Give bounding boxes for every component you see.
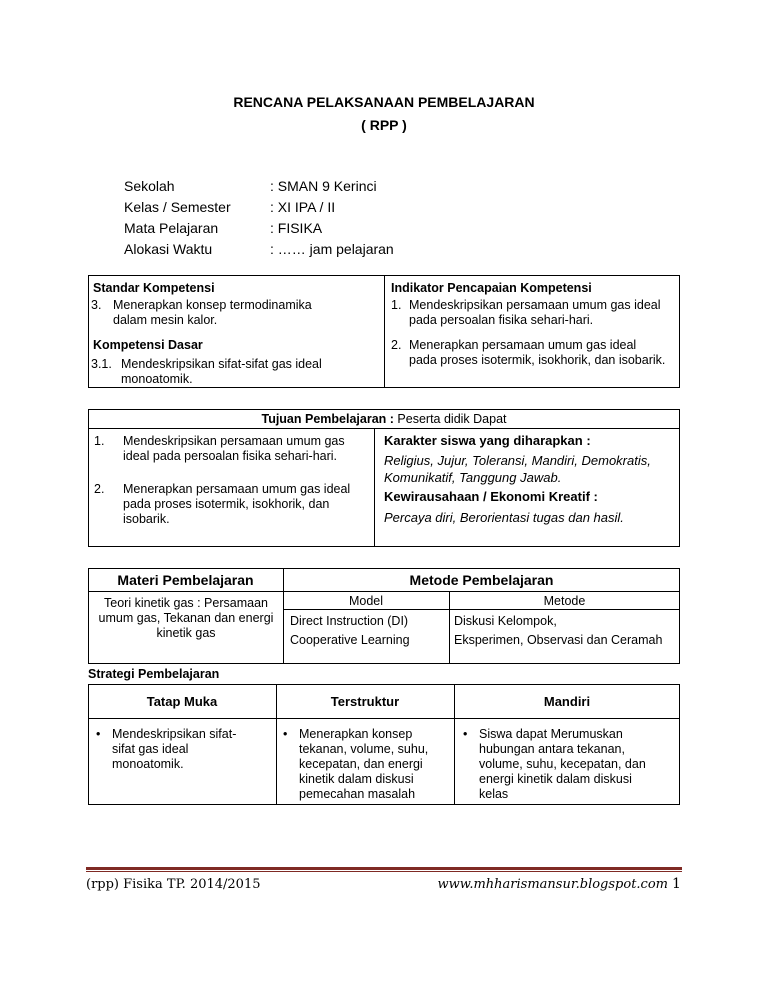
tujuan-item-2 xyxy=(94,482,370,527)
strategi-header-tatap-muka: Tatap Muka xyxy=(146,694,218,709)
materi-header: Materi Pembelajaran xyxy=(117,572,254,588)
ipk-item-2 xyxy=(391,338,676,368)
tujuan-header xyxy=(88,412,680,427)
strategi-cell-mandiri xyxy=(463,727,675,802)
strategi-cell-tatap-muka xyxy=(96,727,268,772)
page-number: 1 xyxy=(672,876,681,892)
ipk-item-1-num: 1. xyxy=(391,298,402,312)
karakter-text: Religius, Jujur, Toleransi, Mandiri, Demokratis, Komunikatif, Tanggung Jawab. xyxy=(384,453,651,485)
kewirausahaan-header: Kewirausahaan / Ekonomi Kreatif : xyxy=(384,489,598,504)
strategi-cell-terstruktur-text: Menerapkan konsep tekanan, volume, suhu, kecepatan, dan energi kinetik dalam diskusi pemecahan masalah xyxy=(299,727,429,801)
metode-header: Metode Pembelajaran xyxy=(409,572,554,588)
sk-item xyxy=(91,298,379,328)
strategi-cell-tatap-muka-text: Mendeskripsikan sifat-sifat gas ideal monoatomik. xyxy=(112,727,237,771)
bullet-icon: • xyxy=(283,727,288,741)
metode-item-1: Diskusi Kelompok, xyxy=(454,614,557,628)
kd-item-num: 3.1. xyxy=(91,357,112,371)
footer-rule-thin xyxy=(86,871,682,872)
metode-subheader: Metode xyxy=(543,594,586,608)
bullet-icon: • xyxy=(463,727,468,741)
strategi-header-mandiri: Mandiri xyxy=(543,694,591,709)
doc-title: RENCANA PELAKSANAAN PEMBELAJARAN xyxy=(233,94,535,110)
info-value-alokasi: : …… jam pelajaran xyxy=(270,241,394,257)
strategi-header-rule xyxy=(88,718,680,719)
tujuan-item-2-text: Menerapkan persamaan umum gas ideal pada proses isotermik, isokhorik, dan isobarik. xyxy=(123,482,351,526)
kd-item-text: Mendeskripsikan sifat-sifat gas ideal monoatomik. xyxy=(121,357,322,386)
metode-subheader-rule xyxy=(283,609,680,610)
karakter-header: Karakter siswa yang diharapkan : xyxy=(384,433,591,448)
tujuan-item-1-text: Mendeskripsikan persamaan umum gas ideal pada persoalan fisika sehari-hari. xyxy=(123,434,345,463)
tujuan-header-rule xyxy=(88,428,680,429)
sk-header: Standar Kompetensi xyxy=(93,281,215,295)
materi-header-rule xyxy=(88,591,680,592)
kompetensi-divider xyxy=(384,275,385,388)
materi-text: Teori kinetik gas : Persamaan umum gas, Tekanan dan energi kinetik gas xyxy=(98,596,274,640)
strategi-cell-mandiri-text: Siswa dapat Merumuskan hubungan antara tekanan, volume, suhu, kecepatan, dan energi kinetik dalam diskusi kelas xyxy=(479,727,646,801)
model-item-2: Cooperative Learning xyxy=(290,633,410,647)
strategi-header-terstruktur: Terstruktur xyxy=(330,694,400,709)
info-label-alokasi: Alokasi Waktu xyxy=(124,241,213,257)
info-label-kelas: Kelas / Semester xyxy=(124,199,231,215)
info-value-mapel: : FISIKA xyxy=(270,220,323,236)
tujuan-divider xyxy=(374,428,375,547)
info-value-sekolah: : SMAN 9 Kerinci xyxy=(270,178,377,194)
tujuan-item-1 xyxy=(94,434,370,464)
kewirausahaan-text: Percaya diri, Berorientasi tugas dan hasil. xyxy=(384,510,624,525)
ipk-item-1 xyxy=(391,298,676,328)
info-value-kelas: : XI IPA / II xyxy=(270,199,336,215)
kd-item xyxy=(91,357,379,387)
strategi-label: Strategi Pembelajaran xyxy=(88,667,220,681)
ipk-item-2-num: 2. xyxy=(391,338,402,352)
kd-header: Kompetensi Dasar xyxy=(93,338,203,352)
sk-item-num: 3. xyxy=(91,298,102,312)
footer-url: www.mhharismansur.blogspot.com xyxy=(437,877,668,892)
metode-item-2: Eksperimen, Observasi dan Ceramah xyxy=(454,633,663,647)
tujuan-item-1-num: 1. xyxy=(94,434,105,448)
sk-item-text: Menerapkan konsep termodinamika dalam mesin kalor. xyxy=(113,298,312,327)
strategi-cell-terstruktur xyxy=(283,727,451,802)
footer-rule xyxy=(86,867,682,870)
ipk-item-1-text: Mendeskripsikan persamaan umum gas ideal pada persoalan fisika sehari-hari. xyxy=(409,298,661,327)
ipk-item-2-text: Menerapkan persamaan umum gas ideal pada proses isotermik, isokhorik, dan isobarik. xyxy=(409,338,666,367)
model-header: Model xyxy=(348,594,384,608)
info-label-mapel: Mata Pelajaran xyxy=(124,220,219,236)
tujuan-item-2-num: 2. xyxy=(94,482,105,496)
ipk-header: Indikator Pencapaian Kompetensi xyxy=(391,281,592,295)
model-item-1: Direct Instruction (DI) xyxy=(290,614,409,628)
tujuan-header-rest: Peserta didik Dapat xyxy=(393,412,507,426)
doc-subtitle: ( RPP ) xyxy=(361,117,407,133)
info-label-sekolah: Sekolah xyxy=(124,178,175,194)
footer-left: (rpp) Fisika TP. 2014/2015 xyxy=(86,877,261,892)
bullet-icon: • xyxy=(96,727,101,741)
tujuan-header-bold: Tujuan Pembelajaran : xyxy=(261,412,394,426)
